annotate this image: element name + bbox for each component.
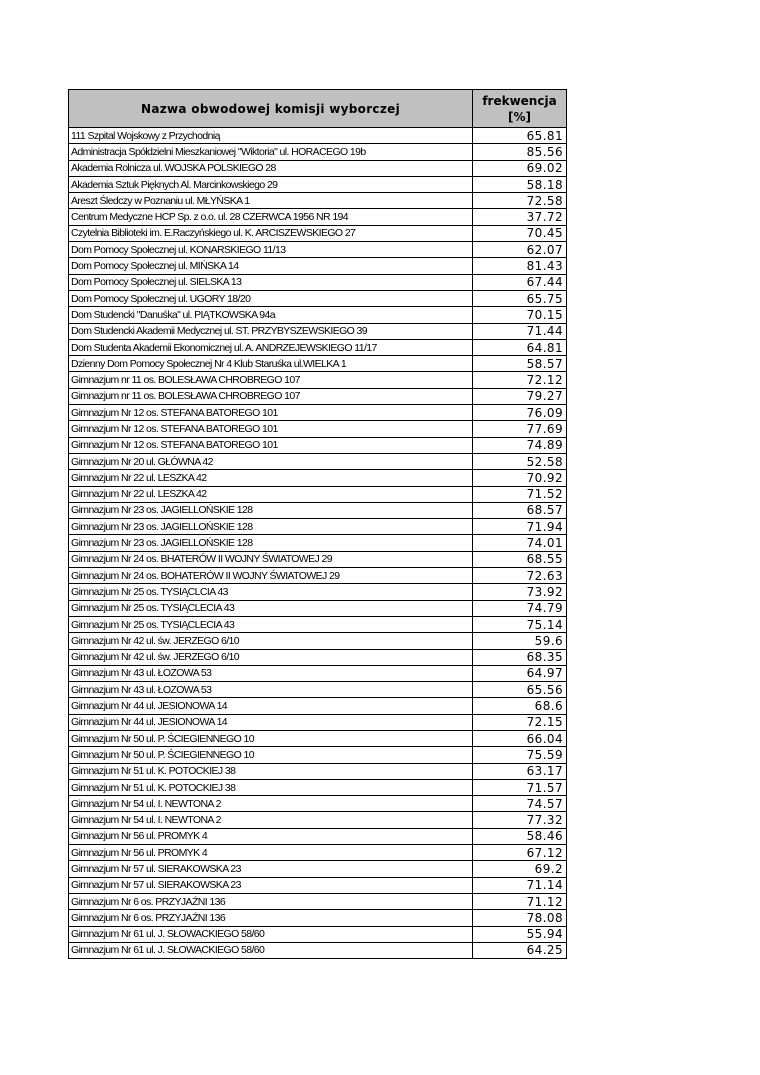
table-row xyxy=(69,437,567,453)
commission-name-cell: Dom Pomocy Społecznej ul. MIŃSKA 14 xyxy=(69,258,473,274)
turnout-value-cell: 74.79 xyxy=(473,600,567,616)
turnout-value-cell: 72.12 xyxy=(473,372,567,388)
commission-name-cell: Gimnazjum Nr 43 ul. ŁOZOWA 53 xyxy=(69,665,473,681)
turnout-value-cell: 79.27 xyxy=(473,388,567,404)
column-header-turnout-label: frekwencja xyxy=(482,93,557,108)
table-row xyxy=(69,405,567,421)
table-row xyxy=(69,926,567,942)
commission-name-cell: Gimnazjum Nr 42 ul. św. JERZEGO 6/10 xyxy=(69,633,473,649)
turnout-value-cell: 72.63 xyxy=(473,568,567,584)
table-row xyxy=(69,290,567,306)
table-row xyxy=(69,242,567,258)
turnout-value-cell: 71.44 xyxy=(473,323,567,339)
commission-name-cell: Gimnazjum Nr 25 os. TYSIĄCLECIA 43 xyxy=(69,600,473,616)
table-row xyxy=(69,551,567,567)
table-row xyxy=(69,144,567,160)
commission-name-cell: Dom Studenta Akademii Ekonomicznej ul. A. ANDRZEJEWSKIEGO 11/17 xyxy=(69,339,473,355)
turnout-value-cell: 68.6 xyxy=(473,698,567,714)
turnout-value-cell: 71.12 xyxy=(473,893,567,909)
table-row xyxy=(69,600,567,616)
commission-name-cell: Gimnazjum Nr 56 ul. PROMYK 4 xyxy=(69,828,473,844)
commission-name-cell: Administracja Spółdzielni Mieszkaniowej "Wiktoria" ul. HORACEGO 19b xyxy=(69,144,473,160)
table-row xyxy=(69,209,567,225)
turnout-value-cell: 58.57 xyxy=(473,356,567,372)
turnout-value-cell: 64.25 xyxy=(473,942,567,958)
commission-name-cell: Gimnazjum Nr 22 ul. LESZKA 42 xyxy=(69,486,473,502)
commission-name-cell: Gimnazjum Nr 12 os. STEFANA BATOREGO 101 xyxy=(69,421,473,437)
commission-name-cell: 111 Szpital Wojskowy z Przychodnią xyxy=(69,128,473,144)
commission-name-cell: Gimnazjum Nr 54 ul. I. NEWTONA 2 xyxy=(69,796,473,812)
table-row xyxy=(69,258,567,274)
turnout-value-cell: 71.52 xyxy=(473,486,567,502)
commission-name-cell: Gimnazjum Nr 57 ul. SIERAKOWSKA 23 xyxy=(69,861,473,877)
table-row xyxy=(69,877,567,893)
commission-name-cell: Gimnazjum Nr 56 ul. PROMYK 4 xyxy=(69,845,473,861)
table-row xyxy=(69,861,567,877)
turnout-value-cell: 52.58 xyxy=(473,453,567,469)
table-row xyxy=(69,486,567,502)
table-row xyxy=(69,633,567,649)
turnout-value-cell: 85.56 xyxy=(473,144,567,160)
table-row xyxy=(69,323,567,339)
commission-name-cell: Gimnazjum Nr 12 os. STEFANA BATOREGO 101 xyxy=(69,437,473,453)
commission-name-cell: Gimnazjum Nr 43 ul. ŁOZOWA 53 xyxy=(69,682,473,698)
table-row xyxy=(69,274,567,290)
commission-name-cell: Gimnazjum Nr 51 ul. K. POTOCKIEJ 38 xyxy=(69,763,473,779)
turnout-value-cell: 66.04 xyxy=(473,730,567,746)
table-row xyxy=(69,616,567,632)
table-row xyxy=(69,649,567,665)
table-row xyxy=(69,730,567,746)
table-row xyxy=(69,372,567,388)
table-row xyxy=(69,812,567,828)
table-row xyxy=(69,193,567,209)
column-header-turnout-unit: [%] xyxy=(508,109,531,124)
turnout-value-cell: 78.08 xyxy=(473,910,567,926)
commission-name-cell: Gimnazjum Nr 6 os. PRZYJAŹNI 136 xyxy=(69,893,473,909)
turnout-value-cell: 72.58 xyxy=(473,193,567,209)
column-header-commission-name: Nazwa obwodowej komisji wyborczej xyxy=(69,90,473,128)
commission-name-cell: Gimnazjum Nr 6 os. PRZYJAŹNI 136 xyxy=(69,910,473,926)
commission-name-cell: Gimnazjum Nr 25 os. TYSIĄCLECIA 43 xyxy=(69,616,473,632)
table-row xyxy=(69,225,567,241)
table-row xyxy=(69,339,567,355)
commission-name-cell: Dom Studencki Akademii Medycznej ul. ST. PRZYBYSZEWSKIEGO 39 xyxy=(69,323,473,339)
commission-name-cell: Gimnazjum Nr 24 os. BOHATERÓW II WOJNY ŚWIATOWEJ 29 xyxy=(69,568,473,584)
turnout-value-cell: 77.32 xyxy=(473,812,567,828)
commission-name-cell: Areszt Śledczy w Poznaniu ul. MŁYŃSKA 1 xyxy=(69,193,473,209)
table-row xyxy=(69,176,567,192)
table-row xyxy=(69,568,567,584)
turnout-value-cell: 70.15 xyxy=(473,307,567,323)
commission-name-cell: Gimnazjum Nr 23 os. JAGIELLOŃSKIE 128 xyxy=(69,519,473,535)
table-row xyxy=(69,453,567,469)
header-row xyxy=(69,90,567,128)
table-header xyxy=(69,90,567,128)
table-row xyxy=(69,893,567,909)
commission-name-cell: Gimnazjum Nr 23 os. JAGIELLOŃSKIE 128 xyxy=(69,502,473,518)
table-row xyxy=(69,421,567,437)
commission-name-cell: Gimnazjum Nr 42 ul. św. JERZEGO 6/10 xyxy=(69,649,473,665)
turnout-value-cell: 77.69 xyxy=(473,421,567,437)
turnout-value-cell: 68.35 xyxy=(473,649,567,665)
turnout-table xyxy=(68,89,567,959)
turnout-value-cell: 73.92 xyxy=(473,584,567,600)
commission-name-cell: Gimnazjum Nr 44 ul. JESIONOWA 14 xyxy=(69,698,473,714)
commission-name-cell: Gimnazjum Nr 61 ul. J. SŁOWACKIEGO 58/60 xyxy=(69,926,473,942)
commission-name-cell: Dom Pomocy Społecznej ul. SIELSKA 13 xyxy=(69,274,473,290)
commission-name-cell: Akademia Sztuk Pięknych Al. Marcinkowskiego 29 xyxy=(69,176,473,192)
commission-name-cell: Gimnazjum Nr 23 os. JAGIELLOŃSKIE 128 xyxy=(69,535,473,551)
table-body xyxy=(69,128,567,959)
commission-name-cell: Dzienny Dom Pomocy Społecznej Nr 4 Klub Staruśka ul.WIELKA 1 xyxy=(69,356,473,372)
commission-name-cell: Gimnazjum nr 11 os. BOLESŁAWA CHROBREGO 107 xyxy=(69,388,473,404)
table-row xyxy=(69,584,567,600)
column-header-turnout xyxy=(473,90,567,128)
table-row xyxy=(69,388,567,404)
turnout-value-cell: 65.56 xyxy=(473,682,567,698)
commission-name-cell: Czytelnia Biblioteki im. E.Raczyńskiego ul. K. ARCISZEWSKIEGO 27 xyxy=(69,225,473,241)
turnout-value-cell: 69.2 xyxy=(473,861,567,877)
turnout-value-cell: 58.46 xyxy=(473,828,567,844)
table-row xyxy=(69,535,567,551)
turnout-value-cell: 71.94 xyxy=(473,519,567,535)
turnout-value-cell: 58.18 xyxy=(473,176,567,192)
turnout-value-cell: 65.81 xyxy=(473,128,567,144)
table-row xyxy=(69,763,567,779)
turnout-value-cell: 74.01 xyxy=(473,535,567,551)
turnout-value-cell: 72.15 xyxy=(473,714,567,730)
commission-name-cell: Akademia Rolnicza ul. WOJSKA POLSKIEGO 28 xyxy=(69,160,473,176)
table-row xyxy=(69,747,567,763)
turnout-value-cell: 67.12 xyxy=(473,845,567,861)
commission-name-cell: Gimnazjum Nr 50 ul. P. ŚCIEGIENNEGO 10 xyxy=(69,747,473,763)
commission-name-cell: Gimnazjum Nr 54 ul. I. NEWTONA 2 xyxy=(69,812,473,828)
commission-name-cell: Gimnazjum Nr 25 os. TYSIĄCLCIA 43 xyxy=(69,584,473,600)
turnout-value-cell: 68.55 xyxy=(473,551,567,567)
table-row xyxy=(69,796,567,812)
commission-name-cell: Dom Pomocy Społecznej ul. KONARSKIEGO 11/13 xyxy=(69,242,473,258)
commission-name-cell: Gimnazjum Nr 57 ul. SIERAKOWSKA 23 xyxy=(69,877,473,893)
table-row xyxy=(69,307,567,323)
table-row xyxy=(69,779,567,795)
turnout-value-cell: 65.75 xyxy=(473,290,567,306)
table-row xyxy=(69,519,567,535)
table-row xyxy=(69,698,567,714)
commission-name-cell: Gimnazjum Nr 24 os. BHATERÓW II WOJNY ŚWIATOWEJ 29 xyxy=(69,551,473,567)
turnout-value-cell: 71.14 xyxy=(473,877,567,893)
turnout-value-cell: 76.09 xyxy=(473,405,567,421)
turnout-value-cell: 70.45 xyxy=(473,225,567,241)
table-row xyxy=(69,682,567,698)
commission-name-cell: Gimnazjum Nr 61 ul. J. SŁOWACKIEGO 58/60 xyxy=(69,942,473,958)
turnout-value-cell: 69.02 xyxy=(473,160,567,176)
commission-name-cell: Gimnazjum Nr 44 ul. JESIONOWA 14 xyxy=(69,714,473,730)
commission-name-cell: Gimnazjum Nr 50 ul. P. ŚCIEGIENNEGO 10 xyxy=(69,730,473,746)
turnout-value-cell: 75.14 xyxy=(473,616,567,632)
turnout-value-cell: 74.57 xyxy=(473,796,567,812)
table-row xyxy=(69,828,567,844)
turnout-value-cell: 64.97 xyxy=(473,665,567,681)
table-row xyxy=(69,665,567,681)
table-row xyxy=(69,160,567,176)
turnout-value-cell: 67.44 xyxy=(473,274,567,290)
turnout-value-cell: 68.57 xyxy=(473,502,567,518)
table-row xyxy=(69,942,567,958)
turnout-value-cell: 81.43 xyxy=(473,258,567,274)
commission-name-cell: Dom Pomocy Społecznej ul. UGORY 18/20 xyxy=(69,290,473,306)
turnout-value-cell: 70.92 xyxy=(473,470,567,486)
turnout-value-cell: 64.81 xyxy=(473,339,567,355)
turnout-value-cell: 74.89 xyxy=(473,437,567,453)
table-row xyxy=(69,845,567,861)
commission-name-cell: Gimnazjum nr 11 os. BOLESŁAWA CHROBREGO 107 xyxy=(69,372,473,388)
table-row xyxy=(69,910,567,926)
turnout-value-cell: 37.72 xyxy=(473,209,567,225)
turnout-value-cell: 59.6 xyxy=(473,633,567,649)
table-row xyxy=(69,128,567,144)
table-row xyxy=(69,714,567,730)
turnout-value-cell: 55.94 xyxy=(473,926,567,942)
commission-name-cell: Gimnazjum Nr 22 ul. LESZKA 42 xyxy=(69,470,473,486)
commission-name-cell: Dom Studencki "Danuśka" ul. PIĄTKOWSKA 94a xyxy=(69,307,473,323)
commission-name-cell: Centrum Medyczne HCP Sp. z o.o. ul. 28 CZERWCA 1956 NR 194 xyxy=(69,209,473,225)
commission-name-cell: Gimnazjum Nr 20 ul. GŁÓWNA 42 xyxy=(69,453,473,469)
commission-name-cell: Gimnazjum Nr 12 os. STEFANA BATOREGO 101 xyxy=(69,405,473,421)
table-row xyxy=(69,470,567,486)
turnout-value-cell: 71.57 xyxy=(473,779,567,795)
turnout-value-cell: 75.59 xyxy=(473,747,567,763)
turnout-value-cell: 62.07 xyxy=(473,242,567,258)
table-row xyxy=(69,356,567,372)
turnout-value-cell: 63.17 xyxy=(473,763,567,779)
commission-name-cell: Gimnazjum Nr 51 ul. K. POTOCKIEJ 38 xyxy=(69,779,473,795)
table-row xyxy=(69,502,567,518)
